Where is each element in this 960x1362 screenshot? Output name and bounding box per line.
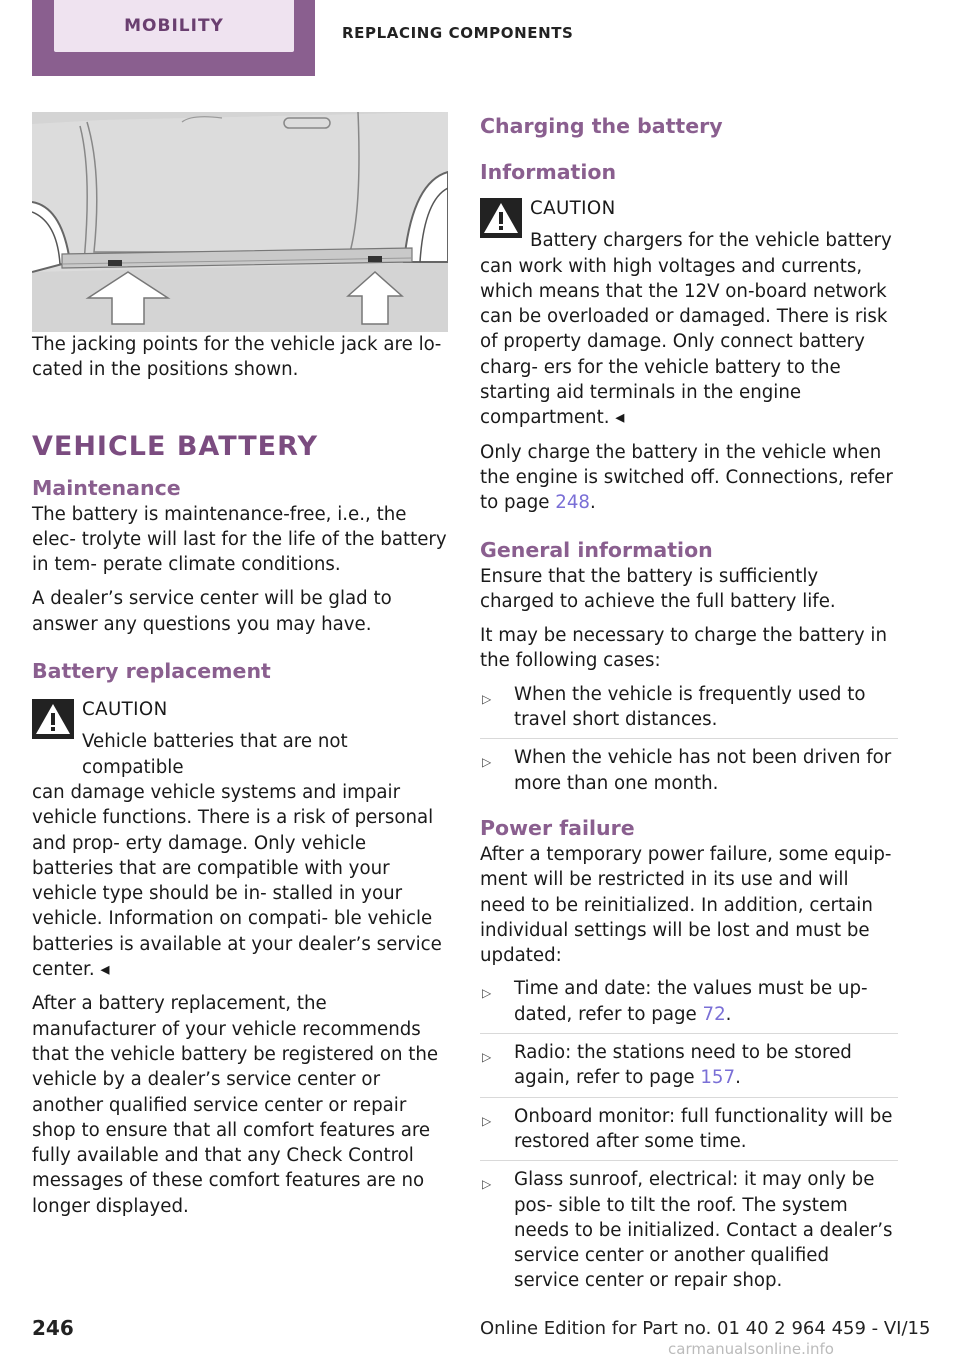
power-failure-list [480,976,898,1299]
car-side-icon [32,112,448,332]
list-item-text: When the vehicle has not been driven for more than one month. [514,747,892,794]
caution-text [480,254,898,431]
period: . [725,1003,732,1025]
battery-replacement-heading: Battery replacement [32,659,271,684]
watermark: carmanualsonline.info [668,1340,834,1358]
period: . [589,492,596,514]
bullet-triangle-icon: ▷ [482,986,492,1001]
list-item [480,745,898,802]
figure-caption: The jacking points for the vehicle jack are lo‐ cated in the positions shown. [32,334,442,381]
information-heading: Information [480,160,617,184]
list-item-text: When the vehicle is frequently used to travel short distances. [514,683,866,731]
page-link-248[interactable]: 248 [555,492,590,514]
warning-triangle-icon [480,198,522,238]
bullet-triangle-icon: ▷ [482,691,492,706]
maintenance-paragraph-1: The battery is maintenance-free, i.e., the elec‐ trolyte will last for the life of the battery in tem‐ perate climate conditions. [32,503,447,576]
list-item [480,1104,898,1162]
end-mark: ◂ [100,959,110,981]
section-label: REPLACING COMPONENTS [342,24,574,42]
list-item-text: Radio: the stations need to be stored again, refer to page [514,1042,852,1089]
caution-first-line: Vehicle batteries that are not compatible [82,731,348,778]
maintenance-heading: Maintenance [32,475,181,500]
chapter-tab-inner [54,0,294,52]
bullet-triangle-icon: ▷ [482,1177,492,1192]
page-link-72[interactable]: 72 [702,1003,726,1025]
period: . [735,1067,741,1089]
bullet-triangle-icon: ▷ [482,1113,492,1128]
charging-heading: Charging the battery [480,114,723,138]
bullet-triangle-icon: ▷ [482,755,492,770]
caution-body: can work with high voltages and currents, which means that the 12V on-board network can be overloaded or damaged. There is risk of property damage. Only connect battery charg‐ ers for the vehicle battery to the starting aid terminals in the engine compartment. [480,255,888,429]
caution-label: CAUTION [530,198,616,219]
page-number: 246 [32,1316,74,1340]
list-item-text: Time and date: the values must be up‐ dated, refer to page [514,978,868,1025]
caution-body: can damage vehicle systems and impair vehicle functions. There is a risk of personal and prop‐ erty damage. Only vehicle batteries that are compatible with your vehicle type should be in‐ stalled in your vehicle. Information on compati‐ ble vehicle batteries is available at your dealer’s service center. [32,781,442,981]
chapter-label: MOBILITY [124,16,224,36]
edition-note: Online Edition for Part no. 01 40 2 964 459 - VI/15 [480,1318,931,1339]
maintenance-paragraph-2: A dealer’s service center will be glad to answer any questions you may have. [32,588,392,635]
list-item [480,682,898,740]
power-failure-paragraph: After a temporary power failure, some equip‐ ment will be restricted in its use and will need to be reinitialized. In addition, certain individual settings will be lost and must be updated: [480,843,892,967]
right-column [480,112,898,1306]
end-mark: ◂ [615,407,625,429]
general-information-heading: General information [480,537,713,562]
list-item [480,1040,898,1098]
charging-cases-list [480,682,898,802]
bullet-triangle-icon: ▷ [482,1050,492,1065]
general-paragraph-2: It may be necessary to charge the battery in the following cases: [480,625,887,672]
left-column [32,112,448,1219]
caution-first-line: Battery chargers for the vehicle battery [530,230,892,252]
warning-triangle-icon [32,699,74,739]
charging-text: Only charge the battery in the vehicle when the engine is switched off. Connections, refer to page [480,441,893,514]
caution-text [32,780,448,982]
replacement-paragraph: After a battery replacement, the manufacturer of your vehicle recommends that the vehicle battery be registered on the vehicle by a dealer’s service center or another qualified service center or repair shop to ensure that all comfort features are fully available and that any Check Control messages of these comfort features are no longer displayed. [32,993,439,1217]
list-item-text: Glass sunroof, electrical: it may only be pos‐ sible to tilt the roof. The system needs to be initialized. Contact a dealer’s service center or another qualified service center or repair shop. [514,1169,893,1292]
power-failure-heading: Power failure [480,815,635,840]
caution-label: CAUTION [82,699,168,721]
page-link-157[interactable]: 157 [700,1067,736,1089]
list-item-text: Onboard monitor: full functionality will be restored after some time. [514,1105,893,1152]
section-title: VEHICLE BATTERY [32,430,318,462]
charging-paragraph [480,440,898,516]
general-paragraph-1: Ensure that the battery is sufficiently charged to achieve the full battery life. [480,565,836,612]
replacement-caution [32,697,448,982]
list-item [480,1167,898,1299]
list-item [480,976,898,1034]
chapter-tab [32,0,315,76]
jacking-points-figure [32,112,448,332]
charging-caution [480,196,898,431]
